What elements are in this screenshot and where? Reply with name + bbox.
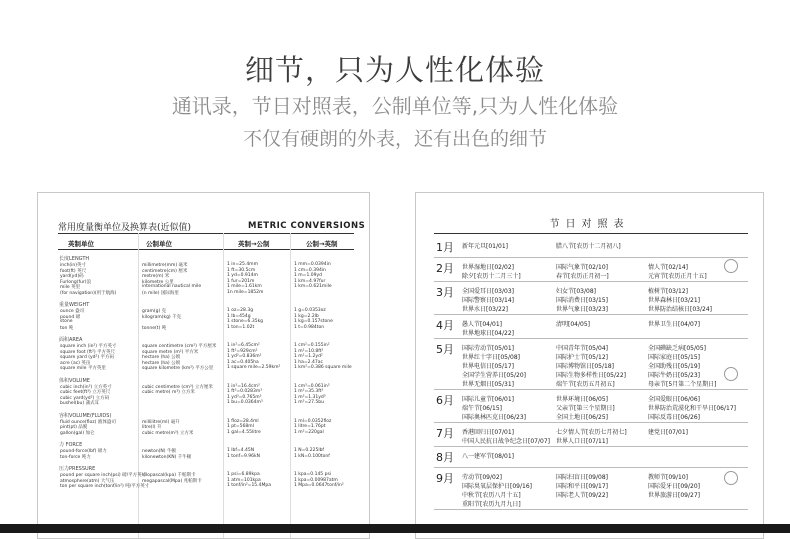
metric-cell: 1 cm²=0.155in²: [294, 343, 330, 348]
metric-col-metric: 公制单位: [146, 240, 172, 248]
festival-month-divider: [434, 509, 748, 510]
metric-cell: 1 stone=6.35kg: [227, 319, 264, 324]
metric-section-title: 体积VOLUME: [59, 377, 90, 384]
festival-entry: 建党日[07/01]: [648, 429, 688, 436]
metric-cell: Furlong(fur)浪: [60, 279, 92, 285]
metric-cell: cubic metre( m³) 立方米: [142, 390, 195, 395]
festival-entry: 世界电信日[05/17]: [462, 363, 514, 370]
festival-month-divider: [434, 389, 748, 390]
metric-cell: 1 ac=0.405ha: [227, 359, 259, 365]
metric-cell: 1 ha=2.47ac: [294, 359, 323, 365]
metric-cell: kilonewton(KN) 千牛顿: [142, 454, 192, 460]
festival-entry: 中国人民抗日战争纪念日[07/07]: [462, 438, 550, 445]
metric-cell: square mile 平方英里: [60, 366, 106, 371]
metric-cell: 1 lbf=4.45N: [227, 448, 255, 453]
festival-entry: 国际臭氧层保护日[09/16]: [462, 483, 532, 490]
metric-cell: 1 m²=1.2yd²: [294, 354, 323, 359]
festival-entry: 世界防治荒漠化和干旱日[06/17]: [648, 405, 736, 412]
metric-cell: 1 yd=0.914m: [227, 273, 258, 278]
metric-section-title: 面积AREA: [59, 337, 83, 343]
festival-entry: 世界环境日[06/05]: [556, 396, 608, 403]
metric-cell: newton(N) 牛顿: [142, 449, 176, 454]
festival-entry: 国际反毒日[06/26]: [648, 414, 700, 421]
festival-month-label: 6月: [436, 394, 454, 407]
festival-entry: 全国助残日[05/19]: [648, 363, 700, 370]
metric-cell: megapascal(Mpa) 兆帕斯卡: [142, 478, 202, 484]
metric-cell: square foot (ft²) 平方英尺: [60, 349, 116, 355]
metric-cell: 1 km=0.621mile: [294, 284, 332, 289]
metric-cell: 1 N=0.225lbf: [294, 448, 325, 453]
metric-cell: gallon(gal) 加仑: [60, 430, 95, 436]
festival-month-label: 1月: [436, 241, 454, 254]
festival-month-label: 7月: [436, 427, 454, 440]
metric-cell: ton-force 吨力: [60, 454, 91, 460]
festival-entry: 国际气象节[02/10]: [556, 264, 608, 271]
metric-cell: 1 square mile=2.59km²: [227, 365, 281, 370]
metric-cell: kilopascal(kpa) 千帕斯卡: [142, 473, 196, 478]
metric-cell: square inch (in²) 平方英寸: [60, 344, 117, 349]
festival-entry: 全国爱眼日[06/06]: [648, 396, 700, 403]
metric-cell: 1 kpa=0.00987atm: [294, 477, 338, 483]
metric-cell: 1 pt=568ml: [227, 424, 254, 429]
metric-cell: pound 磅: [60, 314, 81, 320]
festival-entry: 世界红十字日[05/08]: [462, 354, 520, 361]
metric-cell: 1 cm=0.394in: [294, 267, 326, 273]
metric-cell: 1 ml=0.0352floz: [294, 418, 332, 424]
metric-cell: tonne(t) 吨: [142, 325, 167, 331]
metric-cell: 1 ft²=929cm²: [227, 348, 258, 354]
metric-cell: 1 ft=30.5cm: [227, 267, 256, 273]
metric-cell: square yard (yd²) 平方码: [60, 355, 115, 360]
festival-entry: 世界无烟日[05/31]: [462, 381, 514, 388]
bottom-shadow-bar: [0, 524, 790, 533]
festival-month-label: 9月: [436, 472, 454, 485]
festival-month-divider: [434, 446, 748, 447]
metric-cell: 1 t=0.984ton: [294, 324, 325, 330]
metric-col-met-to-imp: 公制→英制: [306, 240, 338, 248]
festival-entry: 母亲节[5月第二个星期日]: [648, 381, 717, 388]
festival-entry: 国际扫盲日[09/08]: [556, 474, 608, 481]
metric-cell: pint(pt) 品脱: [60, 425, 88, 430]
metric-cell: 1 litre=1.76pt: [294, 424, 326, 429]
festival-entry: 世界卫生日[04/07]: [648, 321, 700, 328]
festival-entry: 国际博物馆日[05/18]: [556, 363, 614, 370]
festival-month-label: 4月: [436, 319, 454, 332]
metric-cell: bushel(bu) 蒲式耳: [60, 401, 100, 406]
metric-cell: 1 yd²=0.836m²: [227, 354, 262, 359]
metric-cell: atmosphere(atm) 大气压: [60, 478, 115, 484]
metric-cell: square kilometre (km²) 平方公里: [142, 366, 214, 371]
metric-cell: cubic inch(in³) 立方英寸: [60, 384, 112, 390]
page-tagline: 不仅有硬朗的外表，还有出色的细节: [242, 128, 547, 150]
festival-entry: 中国青年节[05/04]: [556, 345, 608, 352]
festival-entry: 世界水日[03/22]: [462, 306, 508, 313]
festival-entry: 国际和平日[09/17]: [556, 483, 608, 490]
festival-entry: 元宵节[农历正月十五]: [648, 273, 707, 280]
festival-entry: 国际爱牙日[09/20]: [648, 483, 700, 490]
festival-title: 节日对照表: [549, 219, 630, 230]
festival-entry: 全国爱耳日[03/03]: [462, 288, 514, 295]
festival-entry: 愚人节[04/01]: [462, 321, 502, 328]
festival-entry: 国际消费日[03/15]: [556, 297, 608, 304]
festival-month-divider: [434, 281, 748, 282]
page-subtitle: 通讯录，节日对照表，公制单位等,只为人性化体验: [171, 94, 619, 118]
metric-cell: 1 lb=454g: [227, 313, 251, 319]
festival-entry: 全国土地日[06/25]: [556, 414, 608, 421]
festival-entry: 国际老人节[09/22]: [556, 492, 608, 499]
festival-entry: 国际警察日[03/14]: [462, 297, 514, 304]
festival-entry: 世界湿地日[02/02]: [462, 264, 514, 271]
metric-cell: pound-force(lbf) 磅力: [60, 449, 107, 454]
metric-cell: 1 yd³=0.765m³: [227, 394, 262, 400]
metric-cell: 1 mm=0.0394in: [294, 262, 331, 267]
binder-hole: [724, 259, 738, 273]
metric-cell: 1 ft³=0.0283m³: [227, 389, 263, 394]
metric-cell: 1 cm³=0.061in³: [294, 383, 330, 389]
metric-cell: 1 in=25.4mm: [227, 262, 258, 267]
festival-calendar-page: [415, 192, 764, 539]
metric-cell: yard(yd)码: [60, 274, 84, 279]
festival-entry: 全国碘缺乏病[05/05]: [648, 345, 706, 352]
metric-section-title: 压力PRESSURE: [59, 466, 96, 472]
festival-entry: 世界地球日[04/22]: [462, 330, 514, 337]
metric-cell: 1 fur=201m: [227, 278, 255, 284]
metric-cell: gram(g) 克: [142, 309, 167, 314]
metric-cell: pound per square inch(psi) 磅/平方英寸: [60, 473, 147, 478]
festival-entry: 除夕[农历十二月三十]: [462, 273, 521, 280]
metric-cell: 1 m³=27.5bu: [294, 400, 324, 405]
metric-col-imperial: 英制单位: [68, 240, 94, 248]
metric-cell: cubic yard(yd³) 立方码: [60, 395, 110, 401]
metric-cell: 1 tonf=9.96kN: [227, 453, 261, 459]
metric-cell: (n mile) 国际海里: [142, 290, 179, 296]
festival-entry: 腊八节[农历十二月初八]: [556, 243, 621, 250]
metric-cell: 1 tonf/in²=15.4Mpa: [227, 483, 271, 488]
festival-month-label: 3月: [436, 286, 454, 299]
festival-entry: 中秋节[农历八月十五]: [462, 492, 521, 499]
metric-cell: cubic metre(m³) 立方米: [142, 430, 194, 436]
festival-month-divider: [434, 314, 748, 315]
metric-cell: cubic feet(ft³) 立方英尺: [60, 390, 111, 395]
festival-entry: 全国学生营养日[05/20]: [462, 372, 526, 379]
metric-cell: 1 psi=6.89kpa: [227, 472, 260, 477]
metric-cell: 1 g=0.0353oz: [294, 308, 326, 313]
metric-cell: centimetre(cm) 厘米: [142, 268, 188, 274]
festival-month-divider: [434, 467, 748, 468]
metric-cell: 1 mile=1.61km: [227, 284, 262, 289]
metric-section-title: 长度LENGTH: [59, 256, 90, 262]
metric-cell: 1 Mpa=0.0647tonf/in²: [294, 483, 344, 488]
festival-entry: 清明[04/05]: [556, 321, 590, 328]
metric-cell: 1 m=1.09yd: [294, 273, 322, 278]
binder-hole: [724, 367, 738, 381]
festival-entry: 国际儿童节[06/01]: [462, 396, 514, 403]
metric-title-en: METRIC CONVERSIONS: [248, 221, 366, 231]
metric-cell: 1n mile=1852m: [227, 289, 264, 295]
festival-entry: 妇女节[03/08]: [556, 288, 596, 295]
metric-cell: 1 kpa=0.145 psi: [294, 472, 332, 477]
festival-entry: 情人节[02/14]: [648, 264, 688, 271]
metric-cell: metre(m) 米: [142, 274, 170, 279]
metric-cell: cubic centimetre (cm³) 立方厘米: [142, 384, 213, 390]
festival-entry: 国际奥林匹克日[06/23]: [462, 414, 526, 421]
festival-entry: 世界旅游日[09/27]: [648, 492, 700, 499]
festival-entry: 国际家庭日[05/15]: [648, 354, 700, 361]
metric-cell: square metre (m²) 平方米: [142, 349, 199, 355]
metric-cell: hectare (ha) 公顷: [142, 360, 181, 366]
metric-cell: litre(l) 升: [142, 425, 162, 430]
metric-cell: foot(ft) 英尺: [60, 268, 87, 274]
festival-entry: 国际生物多样性日[05/22]: [556, 372, 626, 379]
festival-entry: 端午节[农历五月初五]: [556, 381, 615, 388]
metric-conversion-page: [37, 192, 370, 539]
metric-cell: inch(in)英寸: [60, 263, 87, 268]
festival-month-divider: [434, 257, 748, 258]
festival-entry: 世界气象日[03/23]: [556, 306, 608, 313]
metric-cell: international nautical mile: [142, 284, 202, 289]
festival-entry: 新年元旦[01/01]: [462, 243, 508, 250]
metric-cell: hectare (ha) 公顷: [142, 355, 181, 360]
metric-cell: mile 英里: [60, 285, 81, 290]
festival-entry: 八一建军节[08/01]: [462, 453, 514, 460]
metric-cell: 1 m²=10.8ft²: [294, 348, 324, 354]
festival-entry: 国际护士节[05/12]: [556, 354, 608, 361]
festival-entry: 端午节[06/15]: [462, 405, 502, 412]
metric-section-title: 力 FORCE: [59, 442, 83, 448]
metric-cell: 1 kg=0.157stone: [294, 319, 333, 324]
metric-cell: 1 kN=0.100tonf: [294, 453, 330, 459]
metric-cell: acre (ac) 英亩: [60, 360, 91, 366]
metric-cell: 1 in²=6.45cm²: [227, 343, 260, 348]
metric-cell: kilometre 公里: [142, 279, 174, 285]
metric-cell: 1 ton=1.02t: [227, 324, 255, 330]
metric-title-cn: 常用度量衡单位及换算表(近似值): [58, 223, 192, 233]
metric-cell: 1 bu=0.0364m³: [227, 400, 263, 405]
metric-cell: ton 吨: [60, 325, 74, 331]
festival-entry: 世界森林日[03/21]: [648, 297, 700, 304]
metric-cell: stone: [60, 319, 73, 324]
festival-entry: 国际劳动节[05/01]: [462, 345, 514, 352]
metric-section-title: 容积VOLUME(FLUIDS): [59, 412, 112, 419]
page-title: 细节，只为人性化体验: [244, 53, 545, 87]
festival-entry: 七夕情人节[农历七月初七]: [556, 429, 627, 436]
metric-cell: 1 m³=220gal: [294, 429, 324, 435]
metric-cell: 1 km²=0.386 square mile: [294, 365, 352, 370]
festival-entry: 植树节[03/12]: [648, 288, 688, 295]
festival-entry: 世界人口日[07/11]: [556, 438, 608, 445]
festival-entry: 劳动节[09/02]: [462, 474, 502, 481]
festival-entry: 春节[农历正月初一]: [556, 273, 609, 280]
binder-hole: [724, 471, 738, 485]
metric-cell: millimetre(mm) 毫米: [142, 263, 188, 268]
festival-entry: 国际牛奶日[05/23]: [648, 372, 700, 379]
metric-cell: square centimetre (cm²) 平方厘米: [142, 344, 217, 349]
metric-col-imp-to-met: 英制→公制: [238, 240, 270, 248]
metric-cell: 1 floz=28.4ml: [227, 418, 259, 424]
festival-entry: 重阳节[农历九月九日]: [462, 501, 521, 508]
metric-cell: 1 km=4.97fur: [294, 278, 326, 284]
festival-month-label: 2月: [436, 262, 454, 275]
metric-cell: ton per square inch(tonf/in²) 吨/平方英寸: [60, 484, 150, 489]
metric-cell: 1 oz=28.3g: [227, 308, 254, 313]
metric-cell: ounce 盎司: [60, 309, 85, 314]
metric-cell: fluid ounce(floz) 液体盎司: [60, 419, 116, 425]
festival-month-label: 8月: [436, 451, 454, 464]
festival-entry: 父亲节[第三个星期日]: [556, 405, 615, 412]
festival-month-divider: [434, 338, 748, 339]
metric-cell: 1 m³=35.3ft³: [294, 389, 324, 394]
metric-cell: kilogram(kg) 千克: [142, 314, 182, 320]
festival-entry: 世界防治结核日[03/24]: [648, 306, 712, 313]
metric-cell: 1 gal=4.55litre: [227, 429, 261, 435]
festival-month-label: 5月: [436, 343, 454, 356]
metric-cell: 1 m³=1.31yd³: [294, 394, 326, 400]
festival-entry: 香港回归日[07/01]: [462, 429, 514, 436]
festival-month-divider: [434, 422, 748, 423]
festival-entry: 教师节[09/10]: [648, 474, 688, 481]
metric-cell: 1 atm=101kpa: [227, 477, 261, 483]
metric-cell: 1 kg=2.2lb: [294, 313, 319, 319]
metric-cell: 1 in³=16.4cm³: [227, 383, 260, 389]
metric-cell: millilitre(ml) 毫升: [142, 419, 180, 425]
metric-section-title: 重量WEIGHT: [59, 302, 90, 308]
metric-cell: (for navigation)(用于航海): [60, 290, 117, 296]
